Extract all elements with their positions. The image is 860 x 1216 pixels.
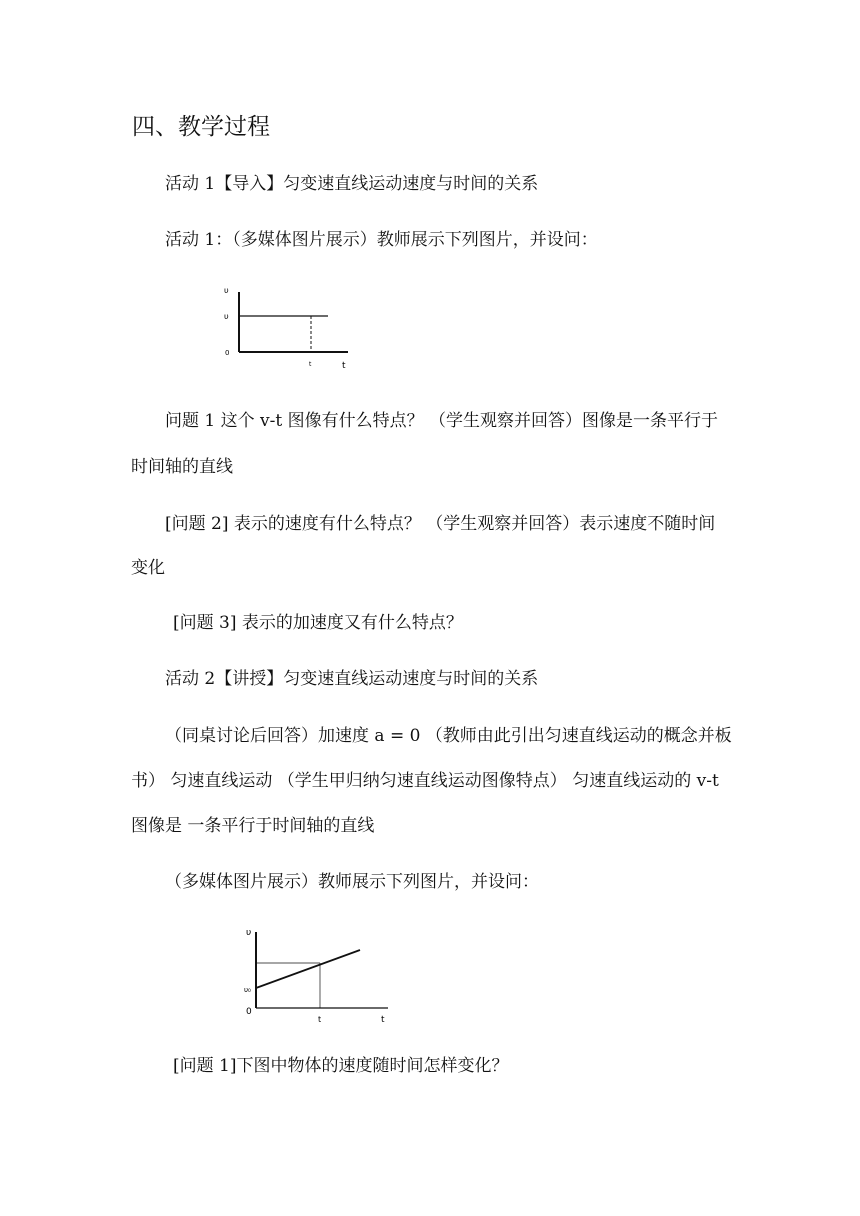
x-axis-label: t: [342, 361, 346, 371]
discussion-line-1: （同桌讨论后回答）加速度 a = 0 （教师由此引出匀速直线运动的概念并板: [165, 726, 732, 746]
activity-1-title: 活动 1【导入】匀变速直线运动速度与时间的关系: [165, 174, 539, 194]
vt-graph-constant-velocity: [218, 282, 368, 374]
question-1-velocity-change: [问题 1]下图中物体的速度随时间怎样变化？: [173, 1056, 509, 1076]
velocity-line: [256, 950, 360, 988]
time-tick-label: t: [318, 1015, 322, 1024]
activity-2-title: 活动 2【讲授】匀变速直线运动速度与时间的关系: [165, 669, 539, 689]
origin-label: 0: [225, 349, 230, 357]
velocity-value-label: υ: [224, 312, 229, 321]
section-heading: 四、教学过程: [132, 114, 270, 140]
question-1-line-1: 问题 1 这个 v-t 图像有什么特点？ （学生观察并回答）图像是一条平行于: [165, 411, 719, 431]
activity-1-intro: 活动 1：（多媒体图片展示）教师展示下列图片，并设问：: [165, 230, 598, 250]
question-2-line-1: [问题 2] 表示的速度有什么特点？ （学生观察并回答）表示速度不随时间: [165, 514, 716, 534]
y-axis-label: υ: [246, 928, 252, 938]
question-2-line-2: 变化: [131, 558, 165, 578]
time-tick-label: t: [309, 361, 312, 368]
vt-graph-uniform-acceleration: [238, 922, 398, 1028]
initial-velocity-label: υ₀: [244, 986, 251, 994]
x-axis-label: t: [381, 1015, 385, 1025]
question-1-line-2: 时间轴的直线: [131, 457, 233, 477]
discussion-line-3: 图像是 一条平行于时间轴的直线: [131, 816, 375, 836]
y-axis-label: υ: [224, 286, 229, 295]
discussion-line-2: 书） 匀速直线运动 （学生甲归纳匀速直线运动图像特点） 匀速直线运动的 v-t: [131, 771, 719, 791]
origin-label: 0: [246, 1007, 252, 1017]
question-3: [问题 3] 表示的加速度又有什么特点？: [173, 613, 463, 633]
activity-2-intro: （多媒体图片展示）教师展示下列图片，并设问：: [165, 872, 539, 892]
